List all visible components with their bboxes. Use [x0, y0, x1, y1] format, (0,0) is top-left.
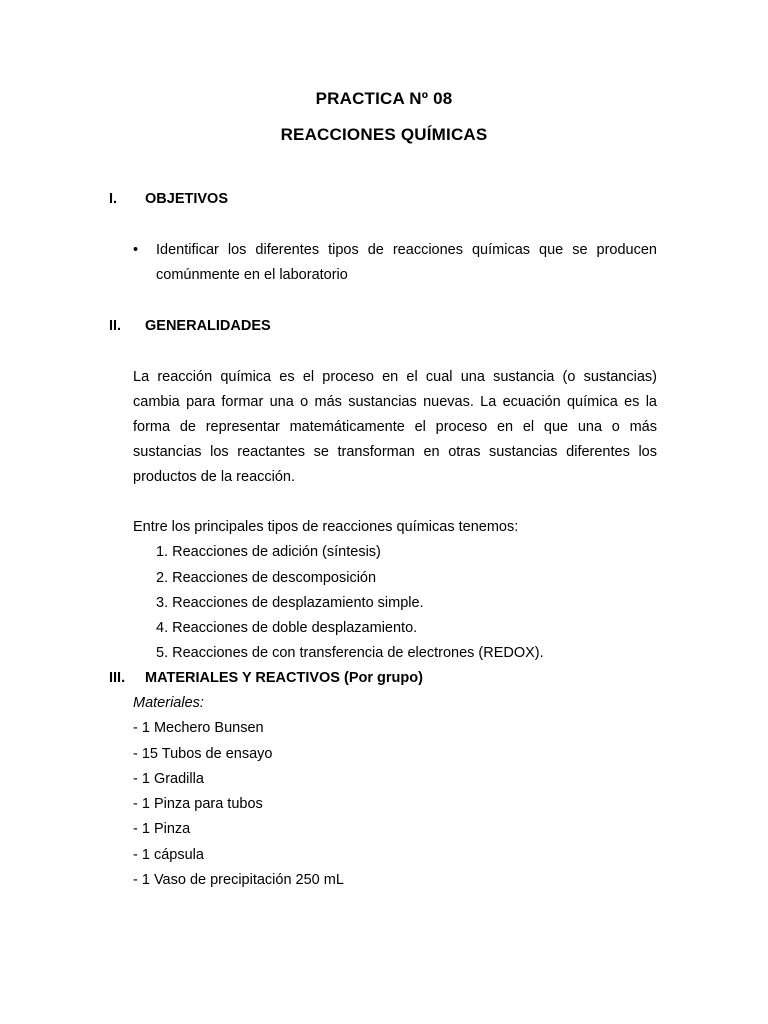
reaction-type-item: 2. Reacciones de descomposición	[156, 570, 377, 586]
section-heading-objetivos	[109, 191, 669, 211]
material-item: - 1 Pinza para tubos	[133, 796, 263, 812]
material-item: - 1 Mechero Bunsen	[133, 720, 264, 736]
material-item: - 1 Vaso de precipitación 250 mL	[133, 872, 344, 888]
objetivo-text: Identificar los diferentes tipos de reacciones químicas que se producen comúnmente en el laboratorio	[156, 242, 657, 283]
reaction-type-item: 5. Reacciones de con transferencia de electrones (REDOX).	[156, 645, 544, 661]
section-title: OBJETIVOS	[145, 191, 228, 207]
material-item: - 1 Pinza	[133, 821, 191, 837]
reaction-type-item: 4. Reacciones de doble desplazamiento.	[156, 620, 418, 636]
reaction-type-item: 3. Reacciones de desplazamiento simple.	[156, 595, 424, 611]
section-number: II.	[109, 318, 122, 334]
section-title: GENERALIDADES	[145, 318, 271, 334]
material-item: - 15 Tubos de ensayo	[133, 746, 273, 762]
section-heading-generalidades	[109, 318, 669, 338]
materiales-label: Materiales:	[133, 695, 204, 711]
material-item: - 1 Gradilla	[133, 771, 204, 787]
page-title: PRACTICA Nº 08	[315, 89, 453, 108]
section-title: MATERIALES Y REACTIVOS (Por grupo)	[145, 670, 423, 686]
page-subtitle: REACCIONES QUÍMICAS	[280, 125, 488, 144]
types-intro: Entre los principales tipos de reacciones químicas tenemos:	[133, 519, 519, 535]
section-number: III.	[109, 670, 126, 686]
generalidades-paragraph: La reacción química es el proceso en el cual una sustancia (o sustancias) cambia para formar una o más sustancias nuevas. La ecuación química es la forma de representar matemáticamente el proceso en el que una o más sustancias los reactantes se transforman en otras sustancias diferentes los productos de la reacción.	[133, 369, 657, 485]
section-heading-materiales	[109, 670, 669, 690]
bullet-icon: •	[133, 242, 139, 258]
objetivo-item	[133, 238, 657, 288]
reaction-type-item: 1. Reacciones de adición (síntesis)	[156, 544, 381, 560]
material-item: - 1 cápsula	[133, 847, 204, 863]
section-number: I.	[109, 191, 118, 207]
